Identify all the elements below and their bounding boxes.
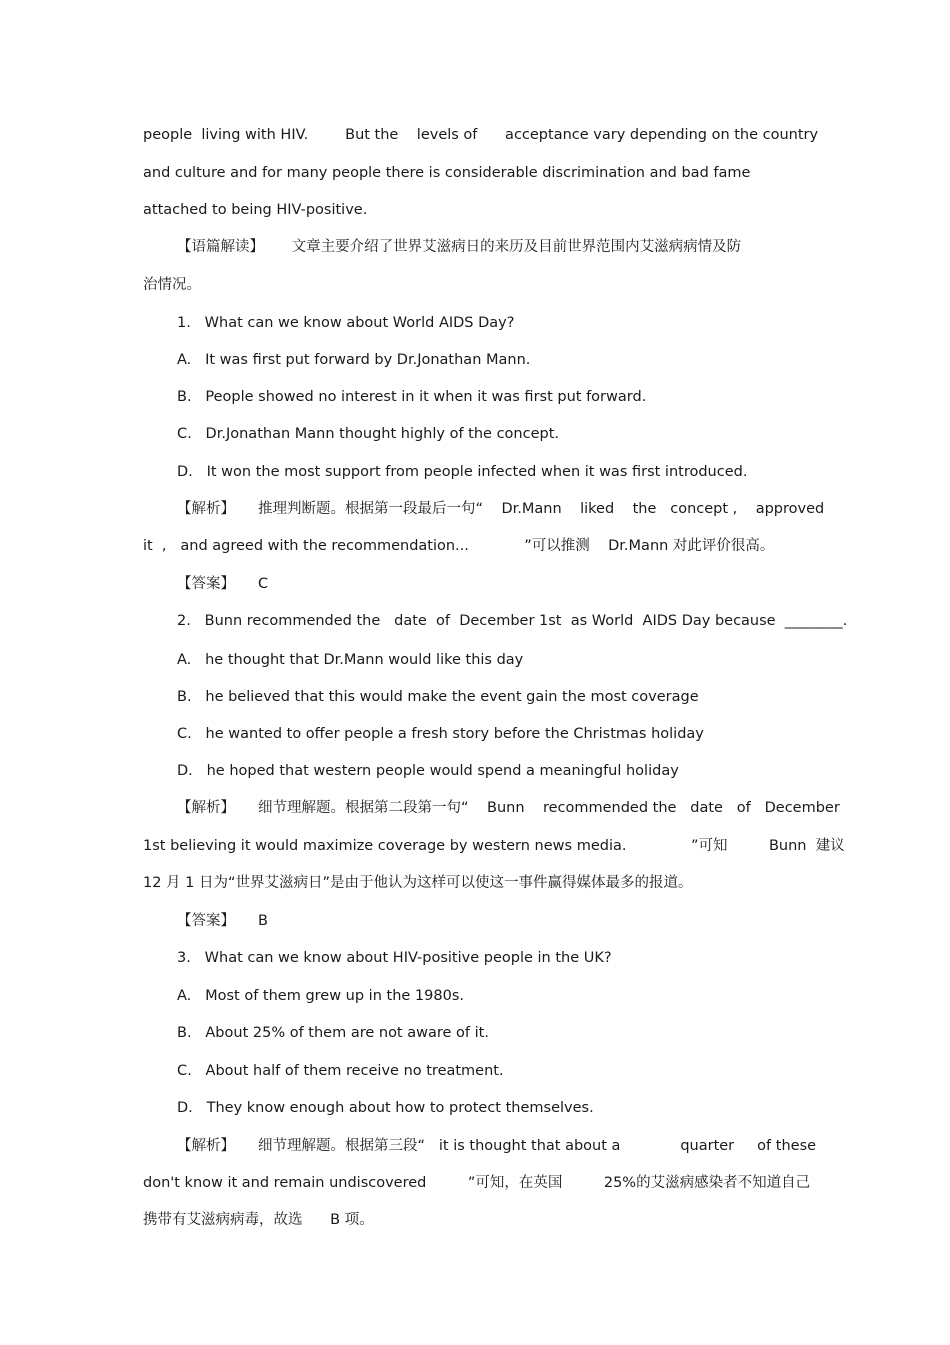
question-2-option-c: C. he wanted to offer people a fresh story before the Christmas holiday xyxy=(177,726,704,742)
intro-line-2: and culture and for many people there is considerable discrimination and bad fame xyxy=(143,165,751,181)
question-1-analysis-line-2: it , and agreed with the recommendation... ”可以推测 Dr.Mann 对此评价很高。 xyxy=(143,538,775,554)
question-1-option-d: D. It won the most support from people infected when it was first introduced. xyxy=(177,464,748,480)
question-3-stem: 3. What can we know about HIV-positive people in the UK? xyxy=(177,950,612,966)
question-3-analysis-line-1: 【解析】 细节理解题。根据第三段“ it is thought that about a quarter of these xyxy=(177,1138,817,1154)
question-1-option-a: A. It was first put forward by Dr.Jonathan Mann. xyxy=(177,352,531,368)
question-3-option-a: A. Most of them grew up in the 1980s. xyxy=(177,988,464,1004)
question-3-analysis-line-2: don't know it and remain undiscovered ”可知，在英国 25%的艾滋病感染者不知道自己 xyxy=(143,1175,811,1191)
question-2-analysis-line-1: 【解析】 细节理解题。根据第二段第一句“ Bunn recommended the date of December xyxy=(177,800,840,816)
question-3-analysis-line-3: 携带有艾滋病病毒，故选 B 项。 xyxy=(143,1212,374,1228)
question-2-option-a: A. he thought that Dr.Mann would like this day xyxy=(177,652,524,668)
question-1-stem: 1. What can we know about World AIDS Day? xyxy=(177,315,515,331)
passage-summary-line-1: 【语篇解读】 文章主要介绍了世界艾滋病日的来历及目前世界范围内艾滋病病情及防 xyxy=(177,239,742,255)
question-2-option-b: B. he believed that this would make the event gain the most coverage xyxy=(177,689,699,705)
question-2-analysis-line-3: 12 月 1 日为“世界艾滋病日”是由于他认为这样可以使这一事件赢得媒体最多的报道。 xyxy=(143,875,693,891)
question-2-option-d: D. he hoped that western people would spend a meaningful holiday xyxy=(177,763,679,779)
question-2-stem: 2. Bunn recommended the date of December 1st as World AIDS Day because ________. xyxy=(177,613,848,629)
question-1-option-b: B. People showed no interest in it when it was first put forward. xyxy=(177,389,647,405)
question-1-option-c: C. Dr.Jonathan Mann thought highly of the concept. xyxy=(177,426,560,442)
question-3-option-c: C. About half of them receive no treatment. xyxy=(177,1063,504,1079)
question-3-option-b: B. About 25% of them are not aware of it. xyxy=(177,1025,489,1041)
question-1-analysis-line-1: 【解析】 推理判断题。根据第一段最后一句“ Dr.Mann liked the concept , approved xyxy=(177,501,825,517)
intro-line-3: attached to being HIV-positive. xyxy=(143,202,368,218)
question-2-analysis-line-2: 1st believing it would maximize coverage by western news media. ”可知 Bunn 建议 xyxy=(143,838,845,854)
intro-line-1: people living with HIV. But the levels of acceptance vary depending on the country xyxy=(143,127,819,143)
question-2-answer: 【答案】 B xyxy=(177,913,268,929)
question-1-answer: 【答案】 C xyxy=(177,576,269,592)
question-3-option-d: D. They know enough about how to protect themselves. xyxy=(177,1100,594,1116)
passage-summary-line-2: 治情况。 xyxy=(143,277,201,293)
